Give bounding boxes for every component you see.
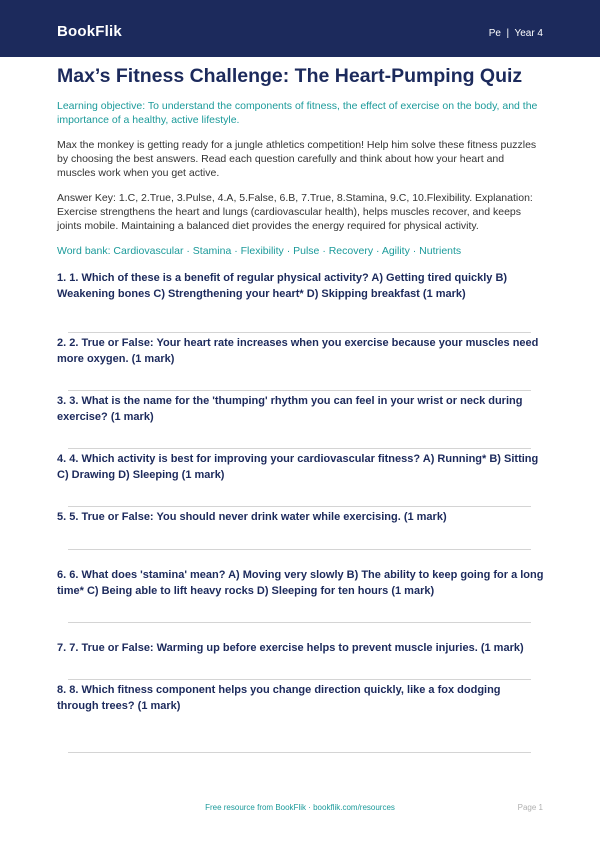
question-text: 7. 7. True or False: Warming up before exercise helps to prevent muscle injuries. (1 mark) xyxy=(57,642,524,654)
question-item xyxy=(57,682,545,753)
worksheet-body xyxy=(57,65,545,753)
question-item xyxy=(57,567,545,623)
page-number: Page 1 xyxy=(517,803,543,812)
answer-line[interactable] xyxy=(68,332,531,333)
question-item xyxy=(57,393,545,449)
answer-line[interactable] xyxy=(68,448,531,449)
worksheet-title: Max’s Fitness Challenge: The Heart-Pumping Quiz xyxy=(57,65,523,87)
question-item xyxy=(57,451,545,507)
question-list xyxy=(57,270,545,753)
question-text: 8. 8. Which fitness component helps you change direction quickly, like a fox dodging through trees? (1 mark) xyxy=(57,684,501,712)
subject-year-label: Pe | Year 4 xyxy=(488,28,543,39)
question-text: 6. 6. What does 'stamina' mean? A) Moving very slowly B) The ability to keep going for a long time* C) Being able to lift heavy rocks D) Sleeping for ten hours (1 mark) xyxy=(57,569,544,597)
question-item xyxy=(57,335,545,391)
question-text: 5. 5. True or False: You should never drink water while exercising. (1 mark) xyxy=(57,511,447,523)
question-item xyxy=(57,509,545,550)
question-text: 2. 2. True or False: Your heart rate increases when you exercise because your muscles need more oxygen. (1 mark) xyxy=(57,337,539,365)
word-bank: Word bank: Cardiovascular · Stamina · Flexibility · Pulse · Recovery · Agility · Nutrients xyxy=(57,245,462,257)
brand-logo[interactable]: BookFlik xyxy=(57,23,122,40)
question-text: 1. 1. Which of these is a benefit of regular physical activity? A) Getting tired quickly B) Weakening bones C) Strengthening your heart* D) Skipping breakfast (1 mark) xyxy=(57,272,508,300)
question-item xyxy=(57,270,545,333)
question-item xyxy=(57,640,545,680)
header-bar xyxy=(0,0,600,57)
intro-paragraph: Max the monkey is getting ready for a jungle athletics competition! Help him solve these fitness puzzles by choosing the best answers. Read each question carefully and think about how your heart and muscles work when you get active. xyxy=(57,139,537,179)
answer-line[interactable] xyxy=(68,390,531,391)
question-text: 4. 4. Which activity is best for improving your cardiovascular fitness? A) Running* B) Sitting C) Drawing D) Sleeping (1 mark) xyxy=(57,453,539,481)
answer-line[interactable] xyxy=(68,679,531,680)
answer-line[interactable] xyxy=(68,506,531,507)
answer-line[interactable] xyxy=(68,622,531,623)
answer-key: Answer Key: 1.C, 2.True, 3.Pulse, 4.A, 5.False, 6.B, 7.True, 8.Stamina, 9.C, 10.Flexibility. Explanation: Exercise strengthens the heart and lungs (cardiovascular health), helps muscles recover, and keeps joints mobile. Maintaining a balanced diet provides the energy required for physical activity. xyxy=(57,192,533,232)
answer-line[interactable] xyxy=(68,549,531,550)
footer-resource-link[interactable]: Free resource from BookFlik · bookflik.com/resources xyxy=(205,803,395,812)
answer-line[interactable] xyxy=(68,752,531,753)
question-text: 3. 3. What is the name for the 'thumping' rhythm you can feel in your wrist or neck during exercise? (1 mark) xyxy=(57,395,523,423)
learning-objective: Learning objective: To understand the components of fitness, the effect of exercise on the body, and the importance of a healthy, active lifestyle. xyxy=(57,100,538,126)
